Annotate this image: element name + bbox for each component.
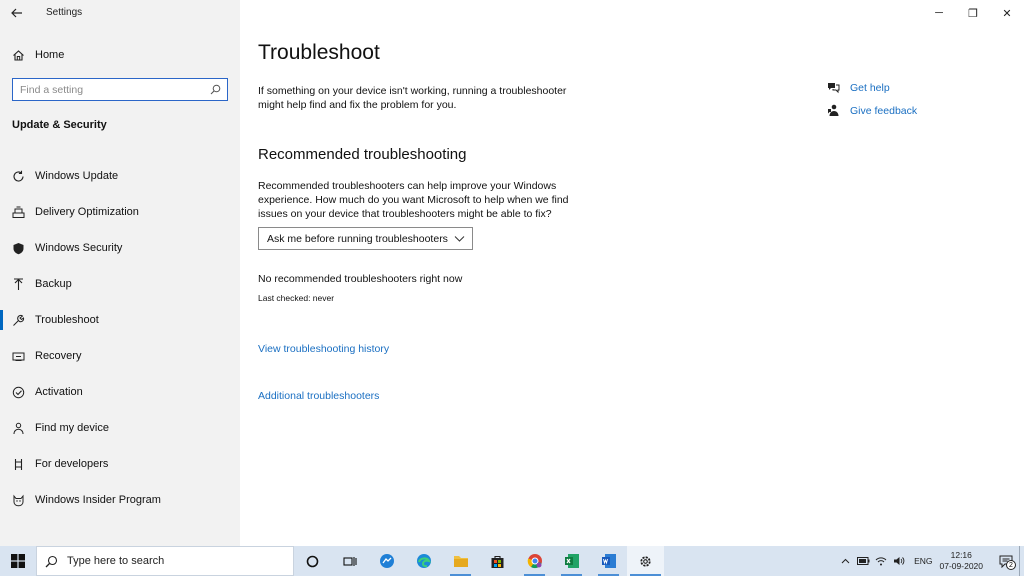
home-label: Home <box>35 49 65 61</box>
sidebar-item-label: Recovery <box>35 350 82 362</box>
sidebar-item-backup[interactable] <box>0 266 240 302</box>
sidebar-item-recovery[interactable] <box>0 338 240 374</box>
sidebar-item-label: Troubleshoot <box>35 314 99 326</box>
clock-time: 12:16 <box>950 550 972 560</box>
network-status[interactable] <box>872 546 890 576</box>
gear-icon <box>638 554 653 569</box>
show-desktop-button[interactable] <box>1019 546 1024 576</box>
back-arrow-icon <box>11 8 23 18</box>
find-setting-input[interactable] <box>13 79 203 100</box>
folder-icon <box>453 554 469 568</box>
refresh-icon <box>11 169 25 183</box>
taskbar-app-file-explorer[interactable] <box>442 546 479 576</box>
chat-help-icon <box>826 81 840 95</box>
wifi-icon <box>875 556 887 566</box>
sidebar-item-delivery-optimization[interactable] <box>0 194 240 230</box>
sidebar-item-label: Activation <box>35 386 83 398</box>
task-view-icon <box>343 555 357 568</box>
recommended-troubleshooting-heading: Recommended troubleshooting <box>258 146 467 163</box>
search-icon <box>45 555 58 568</box>
sidebar-item-label: Windows Insider Program <box>35 494 161 506</box>
minimize-icon: ─ <box>935 7 943 19</box>
taskbar-app-chrome[interactable] <box>516 546 553 576</box>
sidebar-item-label: Backup <box>35 278 72 290</box>
recommended-description: Recommended troubleshooters can help improve your Windows experience. How much do you want Microsoft to help when we find issues on your device that troubleshooters might be able to fix? <box>258 180 569 220</box>
sidebar-item-for-developers[interactable] <box>0 446 240 482</box>
sidebar-item-find-my-device[interactable] <box>0 410 240 446</box>
action-center-button[interactable] <box>993 546 1019 576</box>
clock-date: 07-09-2020 <box>939 561 983 571</box>
taskbar-app-excel[interactable] <box>553 546 590 576</box>
sidebar-item-label: Delivery Optimization <box>35 206 139 218</box>
find-setting-search[interactable] <box>12 78 228 101</box>
view-troubleshooting-history-link[interactable]: View troubleshooting history <box>258 343 390 355</box>
get-help-link[interactable] <box>826 76 917 99</box>
taskbar-app-settings[interactable] <box>627 546 664 576</box>
backup-arrow-icon <box>11 277 25 291</box>
chevron-down-icon <box>454 233 465 244</box>
restore-button[interactable] <box>956 0 990 26</box>
taskbar-search-box[interactable] <box>36 546 294 576</box>
window-controls <box>922 0 1024 26</box>
person-locate-icon <box>11 421 25 435</box>
give-feedback-label: Give feedback <box>850 104 918 117</box>
delivery-icon <box>11 205 25 219</box>
sidebar-item-windows-security[interactable] <box>0 230 240 266</box>
dropdown-value: Ask me before running troubleshooters <box>267 232 448 245</box>
minimize-button[interactable] <box>922 0 956 26</box>
taskbar-app-store[interactable] <box>479 546 516 576</box>
developer-icon <box>11 457 25 471</box>
recovery-icon <box>11 349 25 363</box>
wrench-icon <box>11 313 25 327</box>
sidebar-item-label: For developers <box>35 458 109 470</box>
sidebar-item-activation[interactable] <box>0 374 240 410</box>
input-language-indicator[interactable]: ENG <box>914 556 933 566</box>
back-button[interactable] <box>6 3 28 23</box>
cortana-circle-icon <box>306 555 319 568</box>
close-button[interactable] <box>990 0 1024 26</box>
no-recommended-text: No recommended troubleshooters right now <box>258 273 463 285</box>
additional-troubleshooters-link[interactable]: Additional troubleshooters <box>258 390 380 402</box>
home-nav-item[interactable] <box>0 44 240 66</box>
battery-status[interactable] <box>854 546 872 576</box>
sidebar-item-label: Windows Update <box>35 170 119 182</box>
give-feedback-link[interactable] <box>826 99 917 122</box>
check-circle-icon <box>11 385 25 399</box>
blue-app-icon <box>379 553 395 569</box>
get-help-label: Get help <box>850 81 890 94</box>
app-title: Settings <box>46 7 83 18</box>
nav-list <box>0 158 240 518</box>
help-links <box>826 76 917 122</box>
sidebar-item-label: Windows Security <box>35 242 123 254</box>
taskbar-apps <box>294 546 664 576</box>
restore-icon: ❐ <box>968 7 978 20</box>
search-icon[interactable] <box>210 84 221 95</box>
windows-logo-icon <box>11 554 25 568</box>
battery-icon <box>857 557 870 565</box>
volume-control[interactable] <box>890 546 908 576</box>
chevron-up-icon <box>841 558 850 564</box>
chrome-icon <box>527 553 543 569</box>
store-bag-icon <box>490 554 505 569</box>
taskbar-app-word[interactable] <box>590 546 627 576</box>
system-tray <box>836 546 1024 576</box>
sidebar-item-windows-update[interactable] <box>0 158 240 194</box>
edge-icon <box>416 553 432 569</box>
feedback-icon <box>826 104 840 118</box>
taskbar-app-skype[interactable] <box>368 546 405 576</box>
taskbar-search-placeholder: Type here to search <box>67 555 165 567</box>
title-bar <box>0 0 240 26</box>
speaker-icon <box>893 556 905 566</box>
taskbar-clock[interactable] <box>940 550 983 572</box>
taskbar <box>0 546 1024 576</box>
task-view-button[interactable] <box>331 546 368 576</box>
close-icon: ✕ <box>1002 7 1012 20</box>
word-icon <box>601 553 617 569</box>
sidebar-item-label: Find my device <box>35 422 109 434</box>
taskbar-app-edge[interactable] <box>405 546 442 576</box>
last-checked-text: Last checked: never <box>258 293 335 303</box>
shield-icon <box>11 241 25 255</box>
intro-text: If something on your device isn't working, running a troubleshooter might help find and fix the problem for you. <box>258 85 567 111</box>
sidebar-item-troubleshoot[interactable] <box>0 302 240 338</box>
troubleshooting-preference-dropdown[interactable] <box>258 227 473 250</box>
home-icon <box>11 48 25 62</box>
sidebar <box>0 0 240 546</box>
sidebar-item-windows-insider-program[interactable] <box>0 482 240 518</box>
start-button[interactable] <box>0 546 36 576</box>
show-hidden-icons-button[interactable] <box>836 546 854 576</box>
cortana-button[interactable] <box>294 546 331 576</box>
notification-count-badge: 2 <box>1006 560 1016 570</box>
excel-icon <box>564 553 580 569</box>
section-title: Update & Security <box>12 119 107 131</box>
page-title: Troubleshoot <box>258 41 380 64</box>
insider-cat-icon <box>11 493 25 507</box>
